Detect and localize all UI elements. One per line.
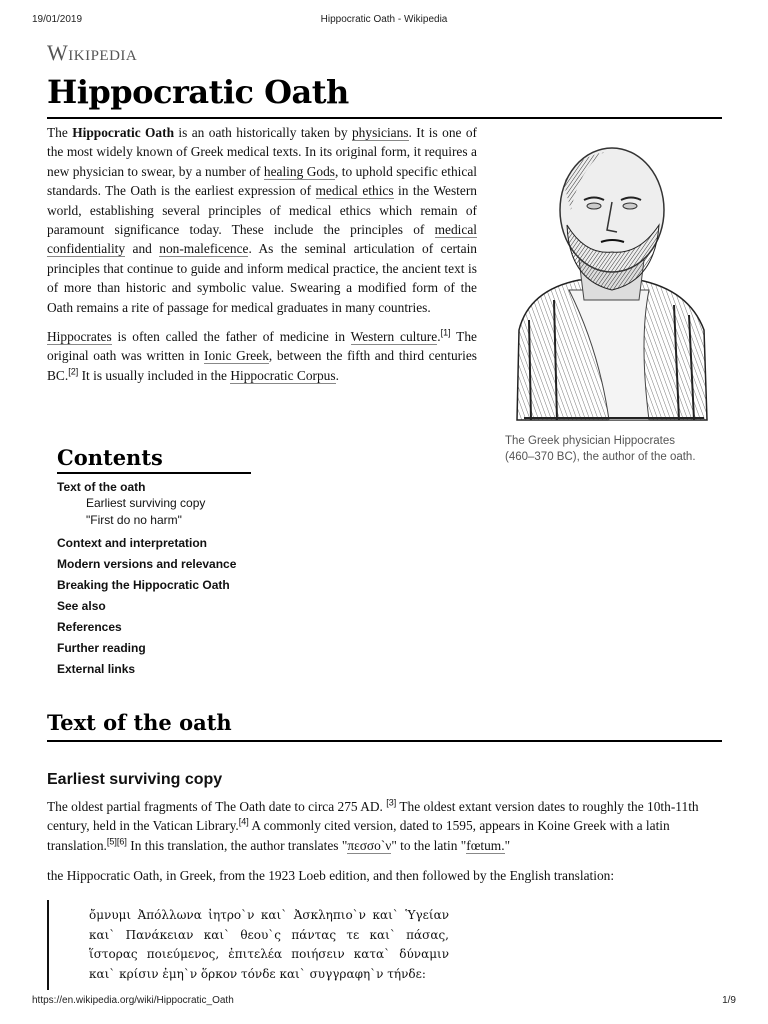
print-page-title: Hippocratic Oath - Wikipedia	[320, 14, 448, 25]
link-foetum[interactable]: fœtum.	[466, 837, 505, 853]
text: The original oath was written in	[47, 329, 477, 364]
link-medical-confidentiality[interactable]: medical confidentiality	[47, 222, 477, 257]
text: .	[437, 329, 441, 345]
intro-section	[47, 123, 477, 395]
link-hippocrates[interactable]: Hippocrates	[47, 329, 112, 345]
greek-oath-blockquote	[47, 900, 469, 990]
reference-1[interactable]: [1]	[440, 327, 451, 338]
hippocrates-figure	[505, 140, 715, 465]
print-url: https://en.wikipedia.org/wiki/Hippocratic_Oath	[32, 995, 234, 1006]
text: , to uphold specific ethical standards. The Oath is the earliest expression of	[47, 163, 477, 199]
text: in the Western world, establishing several principles of medical ethics which remain of paramount significance today. These include the principles of	[47, 183, 477, 238]
text: is often called the father of medicine in	[111, 329, 351, 345]
toc-item-see-also[interactable]: See also	[57, 599, 106, 613]
hippocrates-bust-image[interactable]	[509, 140, 709, 425]
toc-item-modern-versions[interactable]: Modern versions and relevance	[57, 557, 237, 571]
text: " to the latin "	[391, 837, 467, 853]
bold-term: Hippocratic Oath	[72, 125, 175, 140]
link-medical-ethics[interactable]: medical ethics	[315, 183, 394, 199]
reference-3[interactable]: [3]	[386, 797, 397, 808]
text: A commonly cited version, dated to 1595, appears in Koine Greek with a latin translation.	[47, 818, 670, 853]
section-heading-text-of-the-oath: Text of the oath	[47, 710, 232, 735]
toc-item-breaking-the-oath[interactable]: Breaking the Hippocratic Oath	[57, 578, 230, 592]
toc-item-text-of-the-oath[interactable]: Text of the oath	[57, 480, 146, 494]
toc-item-further-reading[interactable]: Further reading	[57, 641, 146, 655]
section-divider	[47, 740, 722, 742]
toc-item-earliest-surviving-copy[interactable]: Earliest surviving copy	[86, 496, 206, 510]
link-hippocratic-corpus[interactable]: Hippocratic Corpus	[230, 367, 336, 383]
subsection-heading-earliest-copy: Earliest surviving copy	[47, 771, 223, 788]
intro-paragraph-2	[47, 327, 477, 385]
link-ionic-greek[interactable]: Ionic Greek	[204, 348, 269, 364]
text: The	[47, 125, 73, 140]
text: In this translation, the author translates "	[126, 837, 348, 853]
text: It is usually included in the	[78, 367, 231, 383]
toc-title: Contents	[57, 445, 251, 474]
reference-4[interactable]: [4]	[238, 816, 249, 827]
intro-paragraph-1	[47, 123, 477, 317]
print-date: 19/01/2019	[32, 14, 83, 25]
wikipedia-logo[interactable]: Wikipedia	[47, 40, 138, 65]
text: .	[335, 367, 339, 383]
link-non-maleficence[interactable]: non-maleficence	[159, 241, 249, 257]
page-title: Hippocratic Oath	[47, 73, 349, 111]
toc-item-context-and-interpretation[interactable]: Context and interpretation	[57, 536, 208, 550]
toc-item-references[interactable]: References	[57, 620, 122, 634]
link-western-culture[interactable]: Western culture	[350, 329, 438, 345]
text: and	[125, 241, 160, 257]
greek-oath-text: ὄμνυμι Ἀπόλλωνα ἰητρο`ν και` Ἀσκληπιο`ν και` Ὑγείαν και` Πανάκειαν και` θεου`ς πάντας τε και` πάσας, ἵστορας ποιεύμενος, ἐπιτελέα ποιήσειν κατα` δύναμιν και` κρίσιν ἐμη`ν ὅρκον τόνδε και` συγγραφη`ν τήνδε:	[89, 908, 449, 981]
text: . It is one of the most widely known of Greek medical texts. In its original form, it requires a new physician to swear, by a number of	[47, 125, 477, 179]
text: "	[504, 837, 511, 853]
reference-5-6[interactable]: [5][6]	[106, 836, 127, 847]
earliest-copy-paragraph	[47, 797, 723, 855]
table-of-contents	[57, 445, 251, 680]
figure-caption: The Greek physician Hippocrates (460–370 BC), the author of the oath.	[505, 435, 696, 463]
text: The oldest partial fragments of The Oath date to circa 275 AD.	[47, 799, 387, 814]
link-healing-gods[interactable]: healing Gods	[263, 163, 335, 179]
text: . As the seminal articulation of certain principles that continue to guide and inform medical practice, the ancient text is of more than historic and symbolic value. Swearing a modified form of the Oath remains a rite of passage for medical graduates in many countries.	[47, 241, 477, 315]
link-pessov[interactable]: πεσσο`ν	[347, 837, 392, 853]
title-divider	[47, 117, 722, 119]
earliest-copy-body	[47, 797, 723, 897]
link-physicians[interactable]: physicians	[351, 125, 409, 140]
loeb-edition-paragraph: the Hippocratic Oath, in Greek, from the 1923 Loeb edition, and then followed by the English translation:	[47, 868, 615, 884]
text: , between the fifth and third centuries BC.	[47, 348, 477, 383]
text: The oldest extant version dates to roughly the 10th-11th century, held in the Vatican Library.	[47, 799, 699, 834]
text: is an oath historically taken by	[174, 125, 352, 140]
print-page-number: 1/9	[722, 995, 736, 1006]
reference-2[interactable]: [2]	[68, 366, 79, 377]
toc-list	[57, 479, 251, 680]
toc-item-external-links[interactable]: External links	[57, 662, 136, 676]
print-header	[0, 14, 768, 30]
toc-item-first-do-no-harm[interactable]: "First do no harm"	[86, 513, 182, 527]
